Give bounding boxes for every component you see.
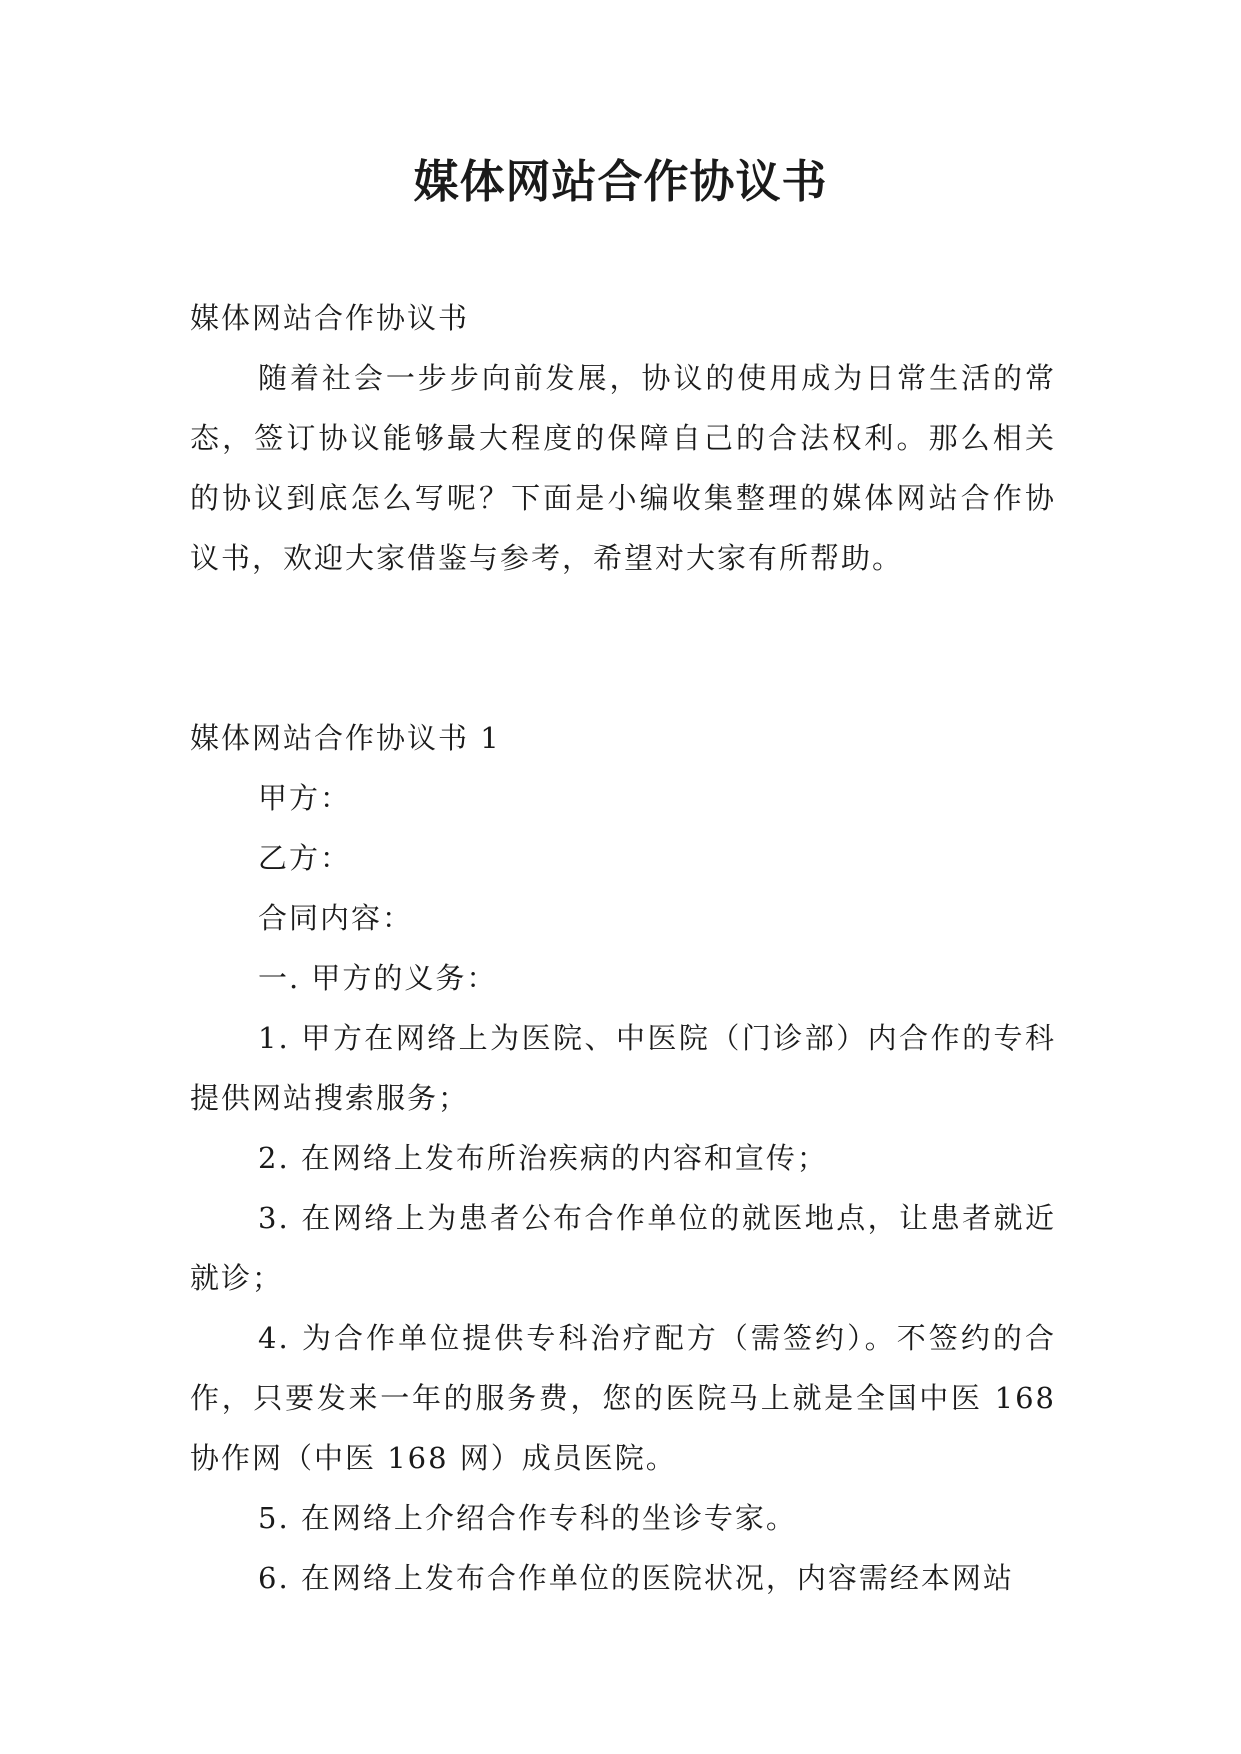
contract-content-line: 合同内容： [258,901,414,935]
section-heading: 媒体网站合作协议书 1 [190,721,501,755]
document-title: 媒体网站合作协议书 [413,155,828,208]
obligation-item-4: 4. 为合作单位提供专科治疗配方（需签约）。不签约的合作，只要发来一年的服务费，您的医院马上就是全国中医 168 协作网（中医 168 网）成员医院。 [190,1321,1056,1475]
intro-paragraph: 随着社会一步步向前发展，协议的使用成为日常生活的常态，签订协议能够最大程度的保障自己的合法权利。那么相关的协议到底怎么写呢？下面是小编收集整理的媒体网站合作协议书，欢迎大家借鉴与参考，希望对大家有所帮助。 [190,361,1056,575]
party-b-line: 乙方： [258,841,352,875]
obligation-item-3: 3. 在网络上为患者公布合作单位的就医地点，让患者就近就诊； [190,1201,1056,1295]
obligation-item-2: 2. 在网络上发布所治疾病的内容和宣传； [258,1141,828,1175]
party-a-line: 甲方： [258,781,352,815]
document-subtitle: 媒体网站合作协议书 [190,301,470,335]
obligation-item-6: 6. 在网络上发布合作单位的医院状况，内容需经本网站 [258,1561,1014,1595]
obligations-heading: 一. 甲方的义务： [258,961,498,995]
obligation-item-1: 1. 甲方在网络上为医院、中医院（门诊部）内合作的专科提供网站搜索服务； [190,1021,1056,1115]
document-body [190,288,1056,1608]
section-spacer [190,588,1056,708]
obligation-item-5: 5. 在网络上介绍合作专科的坐诊专家。 [258,1501,797,1535]
